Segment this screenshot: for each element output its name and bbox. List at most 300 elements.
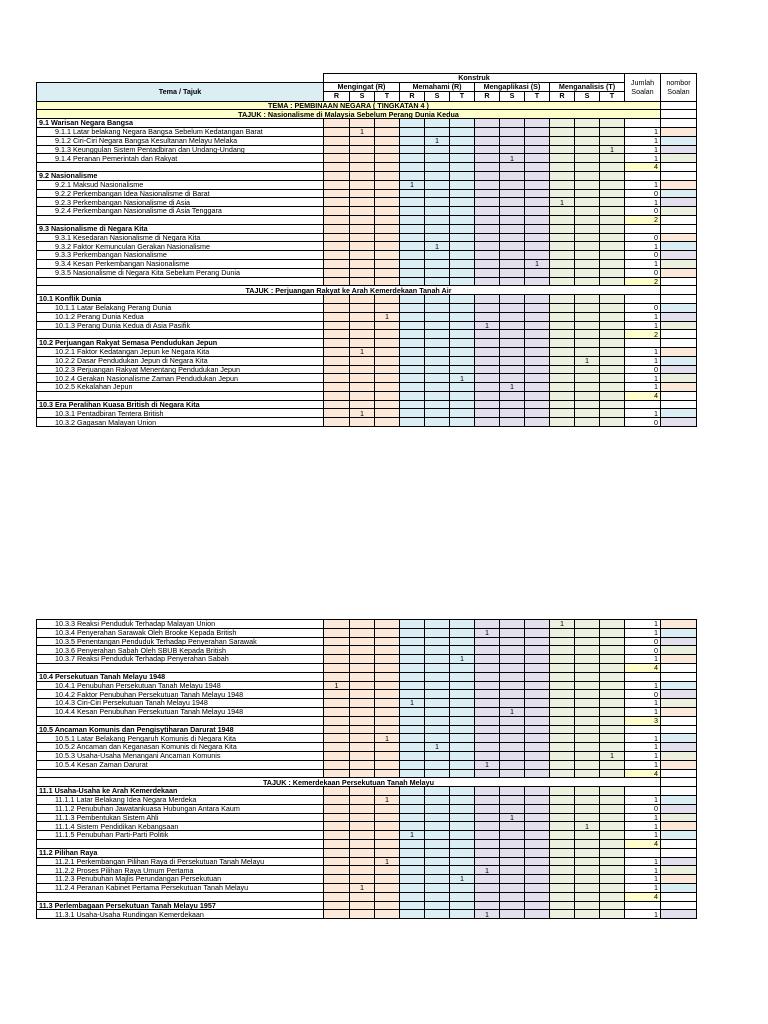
jumlah-cell: 1 — [625, 743, 661, 752]
mark-cell — [550, 839, 575, 848]
header-konstruk: Konstruk — [324, 74, 625, 83]
jumlah-cell — [625, 119, 661, 128]
tajuk-title: TAJUK : Nasionalisme di Malaysia Sebelum Perang Dunia Kedua — [37, 110, 661, 119]
mark-cell — [575, 207, 600, 216]
mark-cell — [475, 655, 500, 664]
nombor-cell[interactable] — [661, 295, 697, 304]
mark-cell — [375, 901, 400, 910]
mark-cell — [475, 716, 500, 725]
table-row — [37, 145, 697, 154]
subtopic-label: 10.2.1 Faktor Kedatangan Jepun ke Negara Kita — [37, 347, 324, 356]
nombor-cell[interactable] — [661, 646, 697, 655]
mark-cell — [575, 866, 600, 875]
mark-cell — [450, 242, 475, 251]
nombor-cell[interactable] — [661, 804, 697, 813]
mark-cell — [450, 207, 475, 216]
jumlah-total: 4 — [625, 663, 661, 672]
mark-cell — [500, 628, 525, 637]
nombor-cell[interactable] — [661, 400, 697, 409]
nombor-cell[interactable] — [661, 321, 697, 330]
nombor-cell[interactable] — [661, 760, 697, 769]
table-row — [37, 822, 697, 831]
mark-cell — [475, 383, 500, 392]
mark-cell — [450, 663, 475, 672]
nombor-cell[interactable] — [661, 707, 697, 716]
nombor-cell[interactable] — [661, 145, 697, 154]
mark-cell — [425, 795, 450, 804]
mark-cell — [450, 198, 475, 207]
nombor-cell[interactable] — [661, 813, 697, 822]
subtopic-label: 10.5.2 Ancaman dan Keganasan Komunis di Negara Kita — [37, 743, 324, 752]
mark-cell-checked: 1 — [350, 347, 375, 356]
subtopic-label: 10.4.3 Ciri-Ciri Persekutuan Tanah Melayu 1948 — [37, 699, 324, 708]
table-row — [37, 655, 697, 664]
table-row — [37, 637, 697, 646]
mark-cell — [600, 295, 625, 304]
mark-cell — [400, 189, 425, 198]
header-sub-s: S — [425, 91, 450, 101]
mark-cell — [450, 866, 475, 875]
mark-cell — [550, 699, 575, 708]
mark-cell — [550, 312, 575, 321]
mark-cell — [475, 339, 500, 348]
mark-cell — [350, 655, 375, 664]
mark-cell — [324, 804, 350, 813]
mark-cell — [400, 707, 425, 716]
mark-cell — [525, 127, 550, 136]
subtopic-label: 10.4.1 Penubuhan Persekutuan Tanah Melayu 1948 — [37, 681, 324, 690]
mark-cell — [525, 171, 550, 180]
nombor-cell[interactable] — [661, 277, 697, 286]
mark-cell — [500, 883, 525, 892]
nombor-cell[interactable] — [661, 119, 697, 128]
mark-cell — [600, 848, 625, 857]
mark-cell — [350, 198, 375, 207]
mark-cell — [425, 145, 450, 154]
nombor-cell[interactable] — [661, 831, 697, 840]
nombor-cell[interactable] — [661, 637, 697, 646]
mark-cell — [375, 628, 400, 637]
nombor-cell[interactable] — [661, 699, 697, 708]
mark-cell — [324, 259, 350, 268]
mark-cell — [525, 743, 550, 752]
mark-cell — [350, 268, 375, 277]
mark-cell — [400, 198, 425, 207]
mark-cell — [450, 171, 475, 180]
mark-cell — [475, 303, 500, 312]
subtopic-label: 11.2.1 Perkembangan Pilihan Raya di Persekutuan Tanah Melayu — [37, 857, 324, 866]
section-title: 9.2 Nasionalisme — [37, 171, 324, 180]
jumlah-cell: 1 — [625, 620, 661, 629]
mark-cell — [450, 646, 475, 655]
nombor-cell[interactable] — [661, 875, 697, 884]
mark-cell — [550, 383, 575, 392]
nombor-cell[interactable] — [661, 330, 697, 339]
nombor-cell[interactable] — [661, 391, 697, 400]
mark-cell — [350, 303, 375, 312]
mark-cell — [550, 259, 575, 268]
mark-cell — [500, 418, 525, 427]
nombor-cell[interactable] — [661, 901, 697, 910]
blueprint-table-page-1 — [36, 73, 697, 427]
mark-cell — [400, 242, 425, 251]
mark-cell — [525, 339, 550, 348]
mark-cell — [500, 268, 525, 277]
nombor-cell[interactable] — [661, 242, 697, 251]
mark-cell — [400, 743, 425, 752]
mark-cell — [425, 409, 450, 418]
header-blank — [37, 74, 324, 83]
mark-cell — [500, 312, 525, 321]
nombor-cell[interactable] — [661, 233, 697, 242]
mark-cell — [425, 163, 450, 172]
subtopic-label: 10.3.7 Reaksi Penduduk Terhadap Penyerahan Sabah — [37, 655, 324, 664]
mark-cell — [450, 910, 475, 919]
mark-cell — [400, 892, 425, 901]
jumlah-cell: 1 — [625, 751, 661, 760]
mark-cell — [525, 391, 550, 400]
nombor-cell[interactable] — [661, 690, 697, 699]
table-row — [37, 312, 697, 321]
mark-cell — [525, 734, 550, 743]
mark-cell — [475, 839, 500, 848]
table-row — [37, 409, 697, 418]
mark-cell — [600, 734, 625, 743]
nombor-cell[interactable] — [661, 356, 697, 365]
mark-cell — [475, 751, 500, 760]
nombor-cell[interactable] — [661, 716, 697, 725]
mark-cell — [550, 136, 575, 145]
nombor-cell[interactable] — [661, 365, 697, 374]
mark-cell — [350, 620, 375, 629]
mark-cell — [500, 330, 525, 339]
mark-cell — [350, 743, 375, 752]
subtopic-label: 10.1.1 Latar Belakang Perang Dunia — [37, 303, 324, 312]
mark-cell — [500, 136, 525, 145]
nombor-cell[interactable] — [661, 418, 697, 427]
nombor-cell[interactable] — [661, 127, 697, 136]
mark-cell — [575, 339, 600, 348]
sum-label — [37, 892, 324, 901]
mark-cell — [400, 813, 425, 822]
mark-cell — [400, 883, 425, 892]
mark-cell — [600, 189, 625, 198]
nombor-cell[interactable] — [661, 409, 697, 418]
mark-cell — [550, 356, 575, 365]
nombor-cell[interactable] — [661, 769, 697, 778]
mark-cell — [475, 699, 500, 708]
jumlah-cell: 1 — [625, 145, 661, 154]
mark-cell — [525, 690, 550, 699]
mark-cell — [500, 207, 525, 216]
mark-cell — [600, 242, 625, 251]
mark-cell — [375, 672, 400, 681]
mark-cell — [400, 295, 425, 304]
mark-cell — [500, 277, 525, 286]
mark-cell — [475, 171, 500, 180]
nombor-cell[interactable] — [661, 681, 697, 690]
nombor-cell[interactable] — [661, 857, 697, 866]
mark-cell — [425, 663, 450, 672]
mark-cell — [525, 822, 550, 831]
mark-cell — [575, 251, 600, 260]
mark-cell — [550, 303, 575, 312]
mark-cell-checked: 1 — [475, 866, 500, 875]
mark-cell — [350, 795, 375, 804]
mark-cell — [350, 330, 375, 339]
nombor-cell[interactable] — [661, 251, 697, 260]
mark-cell — [575, 707, 600, 716]
mark-cell — [425, 154, 450, 163]
mark-cell — [400, 259, 425, 268]
mark-cell — [350, 400, 375, 409]
mark-cell — [600, 321, 625, 330]
nombor-cell[interactable] — [661, 866, 697, 875]
mark-cell — [324, 251, 350, 260]
header-mengingat: Mengingat (R) — [324, 82, 400, 91]
mark-cell — [425, 374, 450, 383]
mark-cell — [550, 400, 575, 409]
mark-cell — [575, 163, 600, 172]
mark-cell — [575, 725, 600, 734]
header-sub-r: R — [550, 91, 575, 101]
jumlah-cell: 1 — [625, 760, 661, 769]
mark-cell — [400, 251, 425, 260]
mark-cell — [600, 646, 625, 655]
table-row — [37, 154, 697, 163]
nombor-cell[interactable] — [661, 883, 697, 892]
nombor-cell[interactable] — [661, 787, 697, 796]
mark-cell — [500, 321, 525, 330]
mark-cell-checked: 1 — [600, 751, 625, 760]
mark-cell — [475, 215, 500, 224]
mark-cell — [575, 409, 600, 418]
jumlah-cell: 1 — [625, 312, 661, 321]
mark-cell — [575, 321, 600, 330]
mark-cell — [575, 875, 600, 884]
mark-cell — [425, 224, 450, 233]
mark-cell — [475, 409, 500, 418]
mark-cell — [550, 409, 575, 418]
nombor-cell[interactable] — [661, 751, 697, 760]
nombor-cell[interactable] — [661, 374, 697, 383]
nombor-cell[interactable] — [661, 268, 697, 277]
mark-cell — [400, 321, 425, 330]
mark-cell — [575, 690, 600, 699]
mark-cell — [425, 127, 450, 136]
nombor-cell[interactable] — [661, 734, 697, 743]
mark-cell — [324, 171, 350, 180]
nombor-cell[interactable] — [661, 910, 697, 919]
nombor-cell[interactable] — [661, 672, 697, 681]
mark-cell — [425, 365, 450, 374]
mark-cell — [400, 154, 425, 163]
mark-cell — [350, 171, 375, 180]
mark-cell — [400, 356, 425, 365]
mark-cell — [475, 822, 500, 831]
table-row — [37, 813, 697, 822]
jumlah-cell: 1 — [625, 910, 661, 919]
nombor-cell[interactable] — [661, 303, 697, 312]
mark-cell — [550, 224, 575, 233]
subtopic-label: 11.2.2 Proses Pilihan Raya Umum Pertama — [37, 866, 324, 875]
section-title: 10.3 Era Peralihan Kuasa British di Negara Kita — [37, 400, 324, 409]
nombor-cell[interactable] — [661, 795, 697, 804]
nombor-cell[interactable] — [661, 663, 697, 672]
mark-cell — [475, 356, 500, 365]
mark-cell — [500, 224, 525, 233]
mark-cell — [500, 163, 525, 172]
mark-cell — [425, 734, 450, 743]
mark-cell — [375, 215, 400, 224]
mark-cell — [600, 795, 625, 804]
mark-cell — [450, 303, 475, 312]
mark-cell — [500, 198, 525, 207]
nombor-cell[interactable] — [661, 259, 697, 268]
mark-cell — [425, 822, 450, 831]
mark-cell — [375, 822, 400, 831]
nombor-cell[interactable] — [661, 312, 697, 321]
mark-cell — [425, 628, 450, 637]
mark-cell — [324, 822, 350, 831]
mark-cell — [400, 646, 425, 655]
mark-cell — [324, 391, 350, 400]
mark-cell — [350, 215, 375, 224]
nombor-cell[interactable] — [661, 892, 697, 901]
nombor-cell[interactable] — [661, 207, 697, 216]
nombor-cell[interactable] — [661, 822, 697, 831]
mark-cell — [324, 127, 350, 136]
table-row — [37, 233, 697, 242]
mark-cell — [350, 892, 375, 901]
mark-cell — [450, 734, 475, 743]
mark-cell — [500, 795, 525, 804]
sum-row — [37, 892, 697, 901]
mark-cell — [525, 409, 550, 418]
mark-cell-checked: 1 — [550, 620, 575, 629]
mark-cell — [575, 215, 600, 224]
mark-cell — [375, 910, 400, 919]
mark-cell — [550, 637, 575, 646]
mark-cell — [525, 866, 550, 875]
sec-row — [37, 339, 697, 348]
nombor-cell[interactable] — [661, 154, 697, 163]
nombor-cell[interactable] — [661, 383, 697, 392]
mark-cell — [425, 277, 450, 286]
nombor-cell[interactable] — [661, 136, 697, 145]
nombor-cell[interactable] — [661, 839, 697, 848]
nombor-cell[interactable] — [661, 339, 697, 348]
mark-cell — [425, 268, 450, 277]
mark-cell — [600, 910, 625, 919]
mark-cell — [575, 901, 600, 910]
mark-cell — [600, 136, 625, 145]
mark-cell — [375, 760, 400, 769]
nombor-cell[interactable] — [661, 171, 697, 180]
mark-cell — [525, 655, 550, 664]
nombor-cell[interactable] — [661, 725, 697, 734]
mark-cell — [525, 251, 550, 260]
nombor-cell[interactable] — [661, 655, 697, 664]
subtopic-label: 9.1.4 Peranan Pemerintah dan Rakyat — [37, 154, 324, 163]
mark-cell — [550, 769, 575, 778]
mark-cell — [475, 277, 500, 286]
nombor-cell[interactable] — [661, 620, 697, 629]
mark-cell — [525, 787, 550, 796]
mark-cell — [375, 875, 400, 884]
nombor-cell[interactable] — [661, 224, 697, 233]
mark-cell — [375, 699, 400, 708]
mark-cell — [575, 180, 600, 189]
nombor-cell[interactable] — [661, 163, 697, 172]
mark-cell — [324, 620, 350, 629]
subtopic-label: 9.3.2 Faktor Kemunculan Gerakan Nasionalisme — [37, 242, 324, 251]
jumlah-cell: 1 — [625, 875, 661, 884]
nombor-cell[interactable] — [661, 347, 697, 356]
nombor-cell[interactable] — [661, 215, 697, 224]
mark-cell — [500, 180, 525, 189]
mark-cell — [375, 418, 400, 427]
mark-cell — [375, 295, 400, 304]
mark-cell — [500, 374, 525, 383]
jumlah-cell: 0 — [625, 646, 661, 655]
header-sub-t: T — [600, 91, 625, 101]
mark-cell — [375, 883, 400, 892]
mark-cell — [525, 312, 550, 321]
nombor-cell[interactable] — [661, 743, 697, 752]
mark-cell — [550, 391, 575, 400]
mark-cell — [575, 910, 600, 919]
mark-cell — [575, 171, 600, 180]
mark-cell — [350, 725, 375, 734]
nombor-cell[interactable] — [661, 848, 697, 857]
jumlah-cell: 1 — [625, 127, 661, 136]
header-sub-t: T — [375, 91, 400, 101]
header-sub-s: S — [575, 91, 600, 101]
jumlah-total: 4 — [625, 163, 661, 172]
mark-cell — [350, 769, 375, 778]
mark-cell-checked: 1 — [500, 154, 525, 163]
mark-cell — [550, 189, 575, 198]
mark-cell — [324, 875, 350, 884]
mark-cell — [324, 725, 350, 734]
nombor-cell[interactable] — [661, 189, 697, 198]
mark-cell — [324, 883, 350, 892]
jumlah-cell: 1 — [625, 883, 661, 892]
mark-cell — [375, 207, 400, 216]
nombor-cell[interactable] — [661, 198, 697, 207]
mark-cell — [550, 119, 575, 128]
jumlah-cell: 1 — [625, 356, 661, 365]
mark-cell — [375, 189, 400, 198]
mark-cell — [450, 839, 475, 848]
mark-cell — [375, 725, 400, 734]
nombor-cell[interactable] — [661, 180, 697, 189]
mark-cell — [475, 365, 500, 374]
mark-cell — [500, 259, 525, 268]
mark-cell — [400, 312, 425, 321]
nombor-cell[interactable] — [661, 628, 697, 637]
mark-cell — [350, 277, 375, 286]
mark-cell — [324, 795, 350, 804]
subtopic-label: 11.1.3 Pembentukan Sistem Ahli — [37, 813, 324, 822]
mark-cell — [400, 145, 425, 154]
table-row — [37, 189, 697, 198]
mark-cell — [475, 795, 500, 804]
mark-cell — [500, 690, 525, 699]
mark-cell — [450, 883, 475, 892]
mark-cell — [400, 866, 425, 875]
